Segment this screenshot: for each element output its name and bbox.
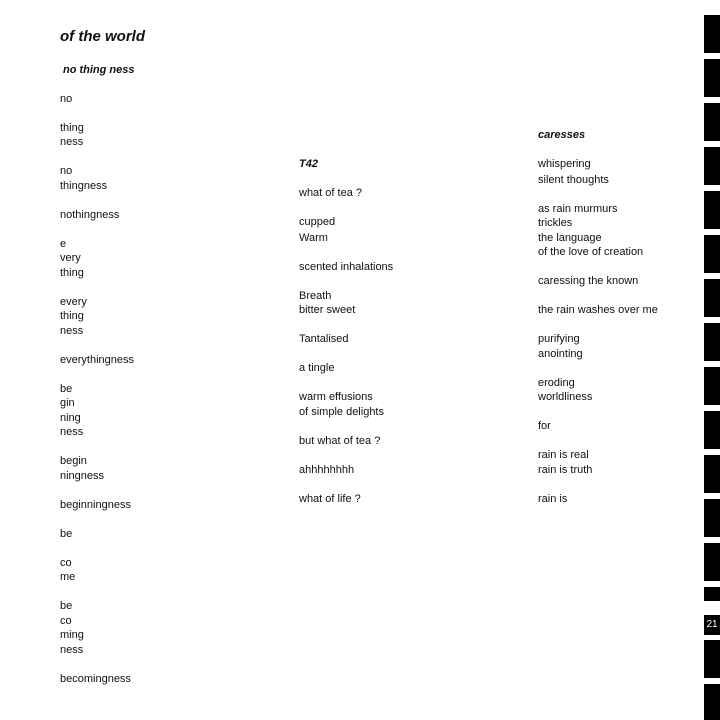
poem-line: beginningness <box>60 499 131 511</box>
edge-tab <box>704 587 720 601</box>
poem-line: anointing <box>538 348 583 360</box>
poem-line: everythingness <box>60 354 134 366</box>
poem-line: ness <box>60 644 84 656</box>
poem-line: of simple delights <box>299 406 384 418</box>
poem-line: be <box>60 528 73 540</box>
poem-line: no <box>60 165 73 177</box>
edge-tab <box>704 543 720 581</box>
poem-line: co <box>60 615 72 627</box>
poem-line: the language <box>538 232 602 244</box>
poem-line: the rain washes over me <box>538 304 658 316</box>
poem-line: be <box>60 600 73 612</box>
edge-tab <box>704 411 720 449</box>
page-number: 21 <box>704 615 720 635</box>
edge-tab <box>704 191 720 229</box>
poem-line: nothingness <box>60 209 120 221</box>
poem-line: ning <box>60 412 81 424</box>
poem-line: thing <box>60 267 84 279</box>
poem-line: ness <box>60 136 84 148</box>
poem-line: very <box>60 252 81 264</box>
poem-line: be <box>60 383 73 395</box>
poem-line: a tingle <box>299 362 335 374</box>
poem-line: Breath <box>299 290 332 302</box>
edge-tab <box>704 499 720 537</box>
edge-tab <box>704 235 720 273</box>
poem-line: Tantalised <box>299 333 349 345</box>
edge-tab <box>704 367 720 405</box>
poem-line: every <box>60 296 87 308</box>
poem-title: of the world <box>60 28 145 45</box>
edge-tab <box>704 59 720 97</box>
poem-line: silent thoughts <box>538 174 609 186</box>
poem-line: bitter sweet <box>299 304 356 316</box>
edge-tab <box>704 455 720 493</box>
poem-line: purifying <box>538 333 580 345</box>
poem-line: eroding <box>538 377 575 389</box>
poem-line: what of tea ? <box>299 187 362 199</box>
poem-line: co <box>60 557 72 569</box>
poem-line: whispering <box>538 158 591 170</box>
poem-line: begin <box>60 455 87 467</box>
poem-line: for <box>538 420 551 432</box>
poem-line: what of life ? <box>299 493 361 505</box>
edge-tab <box>704 147 720 185</box>
edge-tab <box>704 103 720 141</box>
edge-tab <box>704 279 720 317</box>
poem-line: ningness <box>60 470 105 482</box>
edge-tab <box>704 640 720 678</box>
poem-line: rain is real <box>538 449 589 461</box>
poem-heading: caresses <box>538 129 586 141</box>
poem-line: rain is truth <box>538 464 593 476</box>
edge-tab <box>704 15 720 53</box>
poem-line: trickles <box>538 217 573 229</box>
edge-thumb-tabs <box>704 0 720 720</box>
poem-line: ness <box>60 325 84 337</box>
poem-line: caressing the known <box>538 275 639 287</box>
poem-heading: T42 <box>299 158 318 170</box>
poem-line: thingness <box>60 180 108 192</box>
poem-line: thing <box>60 122 84 134</box>
poem-line: e <box>60 238 67 250</box>
poem-line: ming <box>60 629 84 641</box>
poem-line: as rain murmurs <box>538 203 618 215</box>
poem-line: becomingness <box>60 673 131 685</box>
poem-line: cupped <box>299 216 336 228</box>
poem-line: ness <box>60 426 84 438</box>
poem-line: thing <box>60 310 84 322</box>
poem-line: warm effusions <box>299 391 373 403</box>
poem-line: Warm <box>299 232 328 244</box>
poem-line: rain is <box>538 493 568 505</box>
poem-subtitle: no thing ness <box>63 64 135 76</box>
poem-line: ahhhhhhhh <box>299 464 355 476</box>
poem-line: of the love of creation <box>538 246 644 258</box>
poem-line: gin <box>60 397 75 409</box>
poem-line: but what of tea ? <box>299 435 381 447</box>
poem-line: me <box>60 571 76 583</box>
edge-tab <box>704 684 720 720</box>
poem-line: scented inhalations <box>299 261 394 273</box>
poem-line: no <box>60 93 73 105</box>
edge-tab <box>704 323 720 361</box>
poem-line: worldliness <box>538 391 593 403</box>
